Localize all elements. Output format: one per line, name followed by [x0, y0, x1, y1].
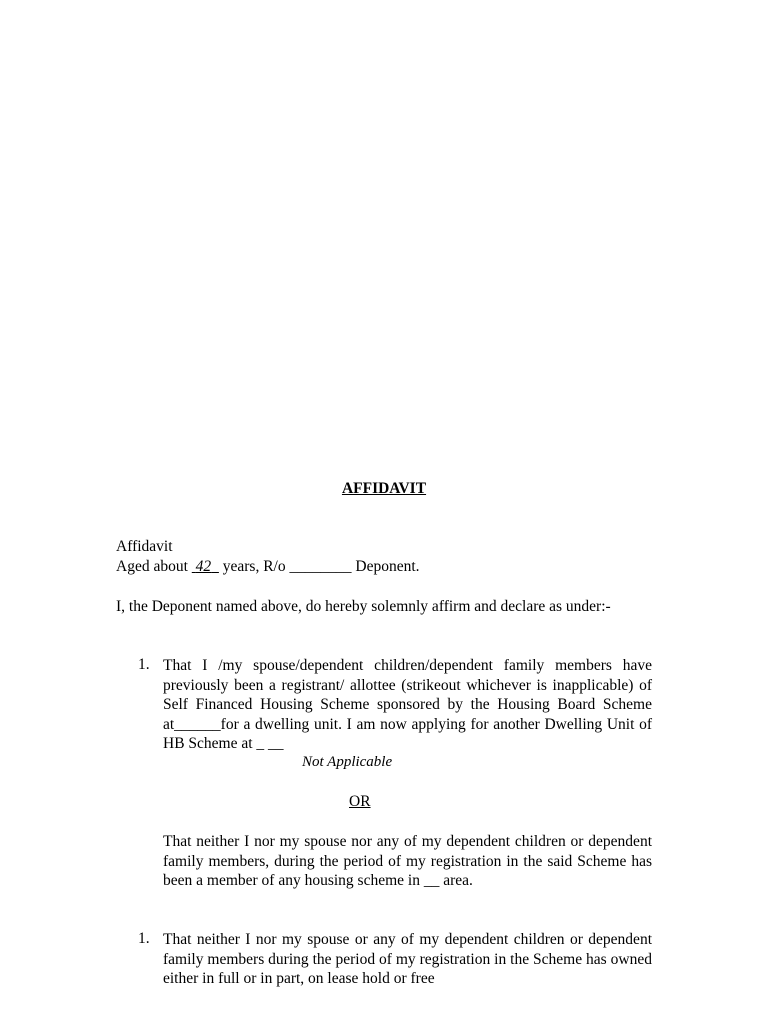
ro-blank: ________: [289, 558, 352, 575]
aged-suffix: Deponent.: [351, 558, 420, 575]
alternate-paragraph: That neither I nor my spouse nor any of my dependent children or dependent family members, during the period of my registration in the said Scheme has been a member of any housing scheme in __ area.: [163, 833, 652, 889]
list-item-text: That neither I nor my spouse or any of my dependent children or dependent family members during the period of my registration in the Scheme has owned either in full or in part, on lease hold or free: [163, 931, 652, 987]
list-number: 1.: [138, 656, 150, 673]
list-item-text: That I /my spouse/dependent children/dependent family members have previously been a registrant/ allottee (strikeout whichever is inapplicable) of Self Financed Housing Scheme sponsored by the Housing Board Scheme at______for a dwelling unit. I am now applying for another Dwelling Unit of HB Scheme at _ __: [163, 657, 652, 752]
or-separator: OR: [349, 793, 371, 810]
list-item-2: [138, 930, 652, 989]
aged-line: [116, 557, 420, 577]
aged-prefix: Aged about: [116, 558, 192, 575]
not-applicable-note: Not Applicable: [302, 754, 393, 770]
intro-line: Affidavit: [116, 538, 173, 555]
declaration-paragraph: I, the Deponent named above, do hereby solemnly affirm and declare as under:-: [116, 598, 611, 615]
list-item-1: [138, 656, 652, 754]
list-number: 1.: [138, 930, 150, 947]
age-value: 42: [195, 558, 212, 575]
aged-mid: years, R/o: [218, 558, 290, 575]
document-title: AFFIDAVIT: [341, 480, 427, 497]
